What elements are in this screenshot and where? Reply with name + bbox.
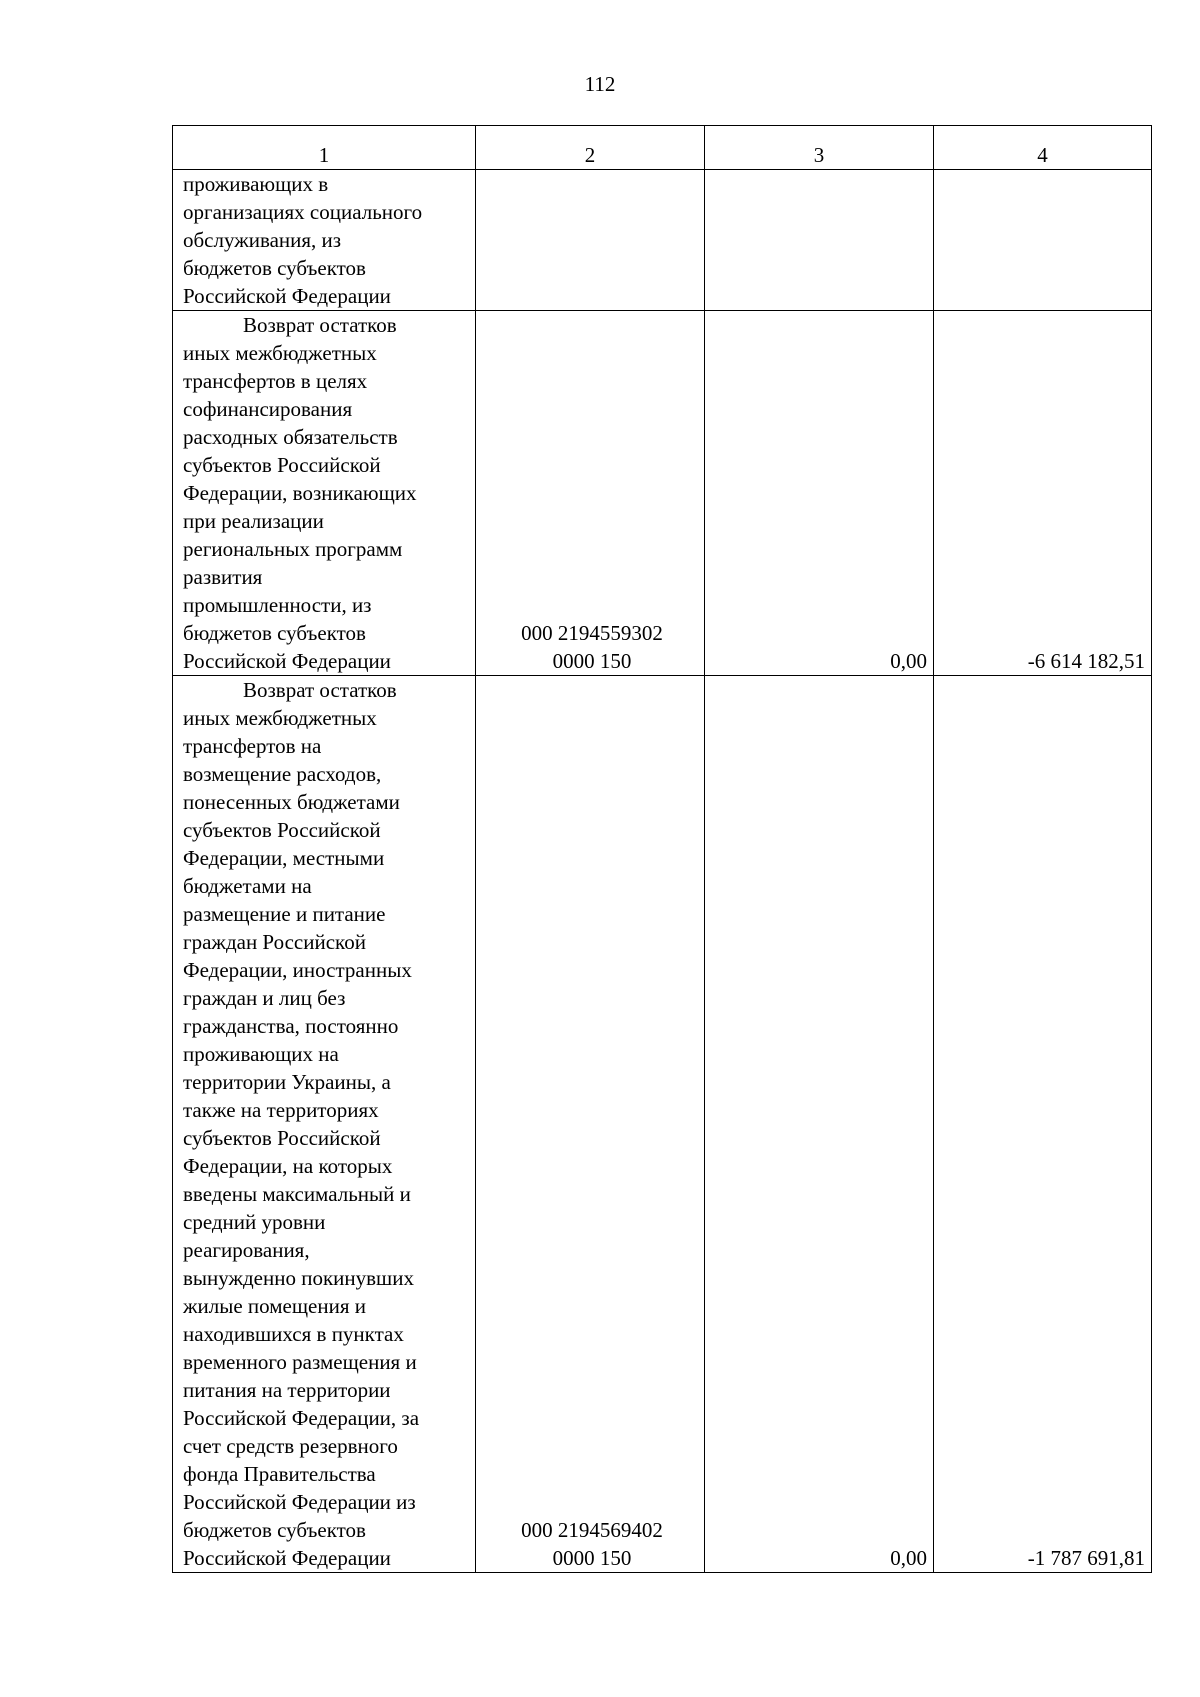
row-col3-cell [705, 170, 934, 311]
table-row [173, 170, 1152, 311]
row-col4-cell: -1 787 691,81 [934, 676, 1152, 1573]
header-cell-3: 3 [705, 126, 934, 170]
table-header-row [173, 126, 1152, 170]
row-name-cell [173, 170, 476, 311]
page-number: 112 [584, 72, 616, 96]
row-name-text: иных межбюджетных трансфертов на возмещение расходов, понесенных бюджетами субъектов Российской Федерации, местными бюджетами на размещение и питание граждан Российской Федерации, иностранных граждан и лиц без гражданства, постоянно проживающих на территории Украины, а также на территориях субъектов Российской Федерации, на которых введены максимальный и средний уровни реагирования, вынужденно покинувших жилые помещения и находившихся в пунктах временного размещения и питания на территории Российской Федерации, за счет средств резервного фонда Правительства Российской Федерации из бюджетов субъектов Российской Федерации [183, 706, 420, 1570]
table-row [173, 676, 1152, 1573]
row-col3-cell: 0,00 [705, 676, 934, 1573]
row-name-text: иных межбюджетных трансфертов в целях софинансирования расходных обязательств субъектов Российской Федерации, возникающих при реализации региональных программ развития промышленности, из бюджетов субъектов Российской Федерации [183, 341, 417, 673]
row-name-first-line: Возврат остатков [243, 313, 397, 337]
header-cell-4: 4 [934, 126, 1152, 170]
row-col4-cell: -6 614 182,51 [934, 311, 1152, 676]
row-col3-cell: 0,00 [705, 311, 934, 676]
row-name-text: проживающих в организациях социального обслуживания, из бюджетов субъектов Российской Федерации [183, 172, 423, 308]
header-cell-1: 1 [173, 126, 476, 170]
table-row [173, 311, 1152, 676]
row-col4-cell [934, 170, 1152, 311]
header-cell-2: 2 [476, 126, 705, 170]
row-code-cell [476, 170, 705, 311]
row-name-first-line: Возврат остатков [243, 678, 397, 702]
budget-table [172, 125, 1152, 1573]
row-code-cell: 000 2194559302 0000 150 [476, 311, 705, 676]
row-name-cell [173, 311, 476, 676]
row-code-cell: 000 2194569402 0000 150 [476, 676, 705, 1573]
row-name-cell [173, 676, 476, 1573]
